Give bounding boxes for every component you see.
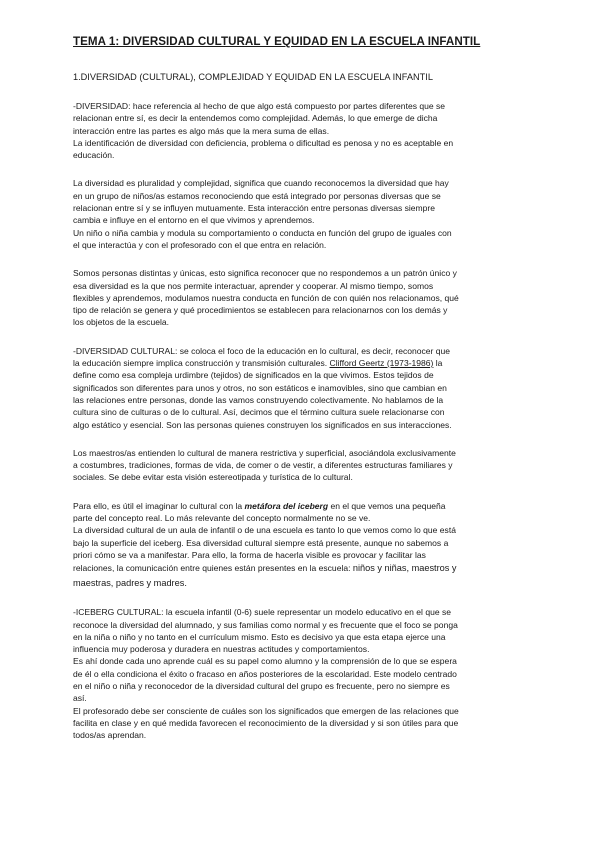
text-segment: en el que vemos una pequeña bbox=[328, 500, 446, 511]
text-line: flexibles y aprendemos, modulamos nuestra conducta en función de con quién nos relacionamos, qué bbox=[73, 292, 459, 303]
text-line: tipo de relación se genera y qué procedimientos se establecen para relacionarnos con los demás y bbox=[73, 305, 448, 316]
text-line: bajo la superficie del iceberg. Esa diversidad cultural siempre está presente, aunque no sabemos a bbox=[73, 537, 449, 548]
text-segment: la bbox=[433, 358, 443, 369]
citation-geertz: Clifford Geertz (1973-1986) bbox=[329, 358, 434, 369]
section-heading: 1.DIVERSIDAD (CULTURAL), COMPLEJIDAD Y EQUIDAD EN LA ESCUELA INFANTIL bbox=[73, 72, 433, 82]
paragraph-diversidad bbox=[73, 100, 528, 161]
text-line: el que interactúa y con el profesorado con el que entra en relación. bbox=[73, 239, 327, 250]
text-line: los objetos de la escuela. bbox=[73, 317, 169, 328]
text-line: Los maestros/as entienden lo cultural de manera restrictiva y superficial, asociándola exclusivamente bbox=[73, 447, 456, 458]
text-line: -ICEBERG CULTURAL: la escuela infantil (0-6) suele representar un modelo educativo en el que se bbox=[73, 607, 451, 618]
text-line: influencia muy poderosa y duradera en nuestras actitudes y comportamientos. bbox=[73, 644, 370, 655]
text-line: a costumbres, tradiciones, formas de vida, de comer o de vestir, a diferentes estructuras familiares y bbox=[73, 460, 453, 471]
text-line: define como esa compleja urdimbre (tejidos) de significados en la que vivimos. Estos tejidos de bbox=[73, 370, 434, 381]
text-line: algo estático y esencial. Son las personas quienes construyen los significados en sus interacciones. bbox=[73, 419, 452, 430]
text-line: reconoce la diversidad del alumnado, y sus familias como normal y es frecuente que el foco se ponga bbox=[73, 619, 458, 630]
text-line: en el niño o niña y reconocedor de la diversidad cultural del grupo es frecuente, pero no siempre es bbox=[73, 680, 450, 691]
text-line: en la niña o niño y no tanto en el currículum mismo. Esto es decisivo ya que esta etapa ejerce una bbox=[73, 631, 446, 642]
text-line bbox=[73, 357, 528, 369]
text-line: así. bbox=[73, 693, 87, 704]
text-line: relacionan entre sí, es decir la entendemos como complejidad. Además, lo que emerge de dicha bbox=[73, 113, 438, 124]
text-line: cultura sino de culturas o de lo cultural. Así, decimos que el término cultura suele relacionarse con bbox=[73, 407, 445, 418]
text-line bbox=[73, 500, 528, 512]
text-line: relacionan entre sí y se influyen mutuamente. Esta interacción entre personas diversas siempre bbox=[73, 203, 436, 214]
text-line: las relaciones entre personas, donde las vamos construyendo colectivamente. No hablamos de la bbox=[73, 394, 444, 405]
text-line: interacción entre las partes es algo más que la mera suma de ellas. bbox=[73, 125, 330, 136]
text-line: sociales. Se debe evitar esta visión estereotipada y turística de lo cultural. bbox=[73, 472, 353, 483]
text-line: priori cómo se va a manifestar. Para ello, la forma de hacerla visible es provocar y facilitar las bbox=[73, 549, 426, 560]
text-line: -DIVERSIDAD: hace referencia al hecho de que algo está compuesto por partes diferentes que se bbox=[73, 101, 446, 111]
text-line: maestras, padres y madres. bbox=[73, 577, 187, 588]
document-title: TEMA 1: DIVERSIDAD CULTURAL Y EQUIDAD EN LA ESCUELA INFANTIL bbox=[73, 35, 481, 48]
paragraph-iceberg-metafora bbox=[73, 500, 528, 590]
text-segment: la educación siempre implica construcción y transmisión culturales. bbox=[73, 358, 330, 369]
paragraph-maestros bbox=[73, 447, 528, 484]
text-line: cambia e influye en el entorno en el que vivimos y aprendemos. bbox=[73, 215, 315, 226]
text-line: en un grupo de niños/as estamos reconociendo que está integrado por personas diversas que se bbox=[73, 190, 441, 201]
text-line: parte del concepto real. Lo más relevante del concepto normalmente no se ve. bbox=[73, 513, 371, 524]
text-segment-emphasis: niños y niñas, maestros y bbox=[352, 563, 457, 574]
paragraph-personas-unicas bbox=[73, 267, 528, 328]
text-segment: Para ello, es útil el imaginar lo cultural con la bbox=[73, 500, 245, 511]
text-line: educación. bbox=[73, 150, 115, 161]
text-segment: relaciones, la comunicación entre quienes están presentes en la escuela: bbox=[73, 563, 353, 574]
text-line: Es ahí donde cada uno aprende cuál es su papel como alumno y la comprensión de lo que se espera bbox=[73, 656, 457, 667]
text-line: significados son diferentes para unos y otros, no son estáticos e inamovibles, sino que cambian en bbox=[73, 382, 447, 393]
text-line: todos/as aprendan. bbox=[73, 730, 147, 741]
text-line: La diversidad cultural de un aula de infantil o de una escuela es tanto lo que vemos como lo que está bbox=[73, 525, 456, 536]
text-line: facilita en clase y en qué medida favorecen el reconocimiento de la diversidad y si son útiles para que bbox=[73, 717, 459, 728]
paragraph-iceberg-cultural bbox=[73, 606, 528, 741]
paragraph-diversidad-cultural bbox=[73, 345, 528, 431]
text-line: La identificación de diversidad con deficiencia, problema o dificultad es penosa y no es aceptable en bbox=[73, 137, 454, 148]
emphasis-metafora-iceberg: metáfora del iceberg bbox=[244, 500, 329, 511]
text-line: -DIVERSIDAD CULTURAL: se coloca el foco de la educación en lo cultural, es decir, reconocer que bbox=[73, 345, 451, 356]
paragraph-pluralidad bbox=[73, 177, 528, 251]
text-line: esa diversidad es la que nos permite interactuar, aprender y cooperar. Al mismo tiempo, somos bbox=[73, 280, 434, 291]
text-line bbox=[73, 561, 528, 576]
text-line: Somos personas distintas y únicas, esto significa reconocer que no respondemos a un patrón único y bbox=[73, 268, 457, 279]
text-line: de él o ella condiciona el éxito o fracaso en años posteriores de la escolaridad. Este modelo centrado bbox=[73, 668, 457, 679]
text-line: La diversidad es pluralidad y complejidad, significa que cuando reconocemos la diversidad que hay bbox=[73, 178, 449, 189]
text-line: Un niño o niña cambia y modula su comportamiento o conducta en función del grupo de iguales con bbox=[73, 227, 452, 238]
text-line: El profesorado debe ser consciente de cuáles son los significados que emergen de las relaciones que bbox=[73, 705, 459, 716]
